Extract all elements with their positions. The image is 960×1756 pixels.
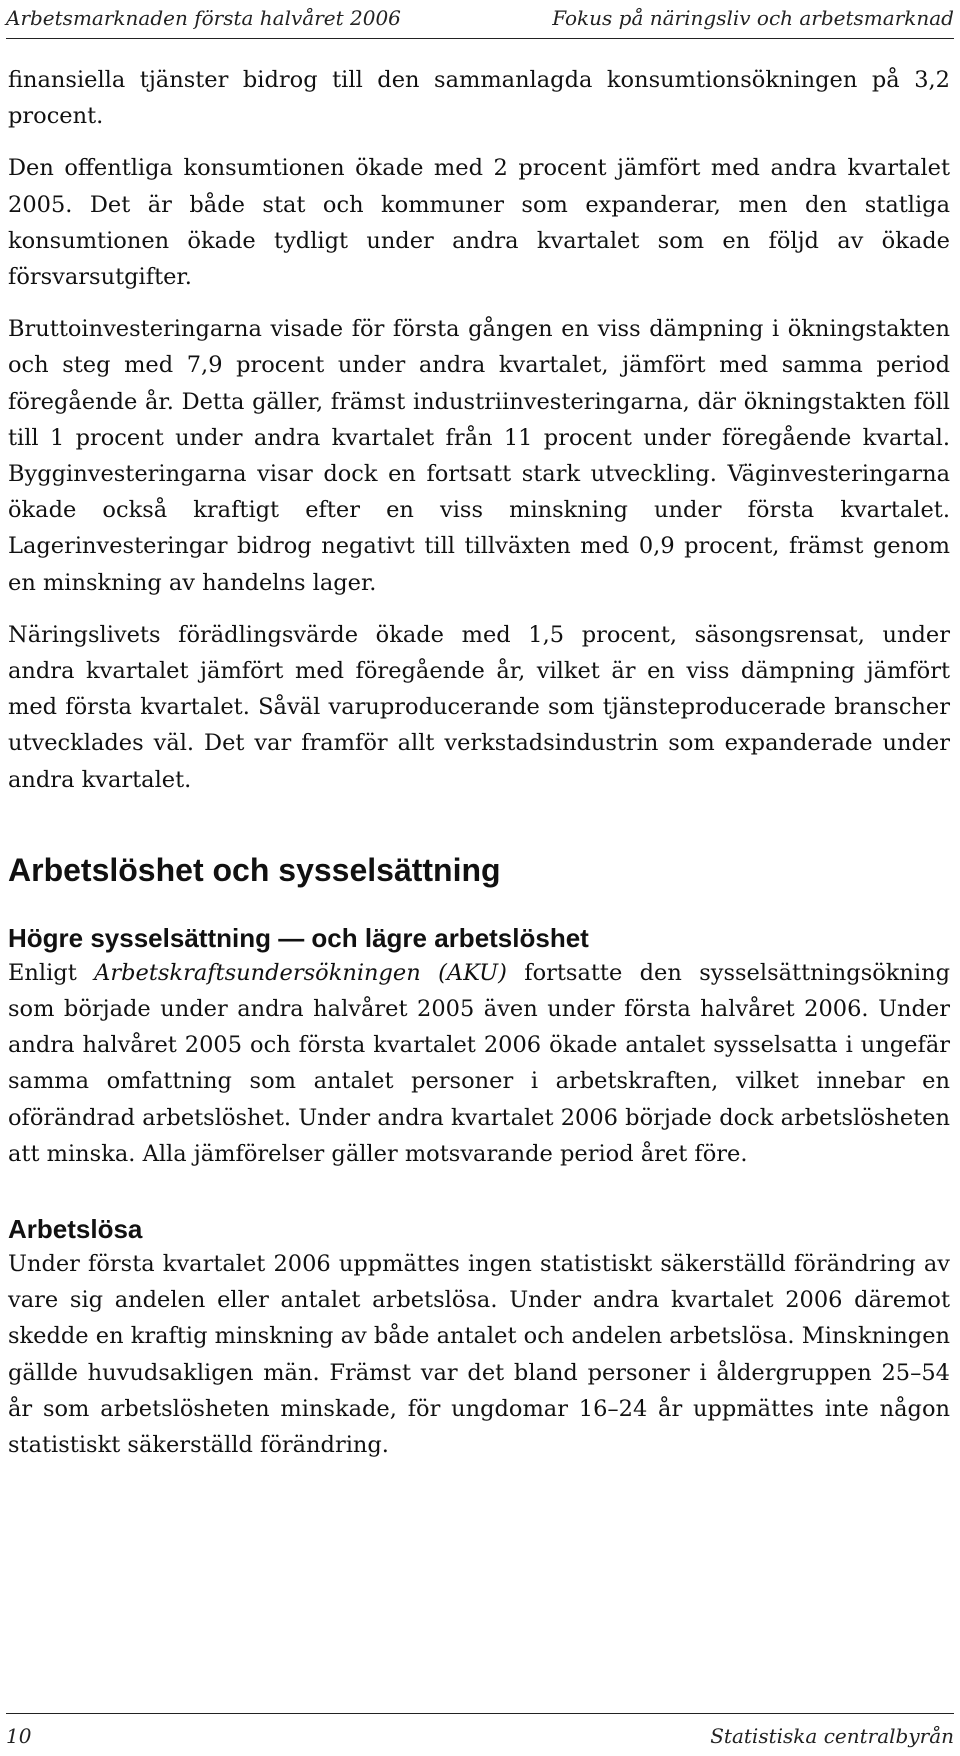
subsection-heading-employment: Högre sysselsättning — och lägre arbetslöshet <box>8 922 589 953</box>
paragraph-employment <box>8 955 950 1172</box>
paragraph-value-added: Näringslivets förädlingsvärde ökade med 1,5 procent, säsongsrensat, under andra kvartalet jämfört med föregående år, vilket är en viss dämpning jämfört med första kvartalet. Såväl varuproducerande som tjänsteproducerade branscher utvecklades väl. Det var framför allt verkstadsindustrin som expanderade under andra kvartalet. <box>8 621 950 793</box>
paragraph-public-consumption: Den offentliga konsumtionen ökade med 2 procent jämfört med andra kvartalet 2005. Det är både stat och kommuner som expanderar, men den statliga konsumtionen ökade tydligt under andra kvartalet som en följd av ökade försvarsutgifter. <box>8 155 950 291</box>
publisher-name: Statistiska centralbyrån <box>710 1724 954 1748</box>
employment-text-lead: Enligt <box>8 959 95 986</box>
running-footer <box>6 1718 954 1754</box>
footer-divider <box>6 1713 954 1714</box>
paragraph-gross-investment: Bruttoinvesteringarna visade för första gången en viss dämpning i ökningstakten och steg med 7,9 procent under andra kvartalet, jämfört med samma period föregående år. Detta gäller, främst industriinvesteringarna, där ökningstakten föll till 1 procent under andra kvartalet från 11 procent under föregående kvartal. Bygginvesteringarna visar dock en fortsatt stark utveckling. Väginvesteringarna ökade också kraftigt efter en viss minskning under första kvartalet. Lagerinvesteringar bidrog negativt till tillväxten med 0,9 procent, främst genom en minskning av handelns lager. <box>8 316 950 596</box>
subsection-heading-unemployed: Arbetslösa <box>8 1214 143 1245</box>
header-series-title: Fokus på näringsliv och arbetsmarknad <box>552 6 954 30</box>
page-body <box>8 62 950 1463</box>
page-number: 10 <box>6 1724 32 1748</box>
employment-text-body: fortsatte den sysselsättningsökning som började under andra halvåret 2005 även under första halvåret 2006. Under andra halvåret 2005 och första kvartalet 2006 ökade antalet sysselsatta i ungefär samma omfattning som antalet personer i arbetskraften, vilket innebar en oförändrad arbetslöshet. Under andra kvartalet 2006 började dock arbetslösheten att minska. Alla jämförelser gäller motsvarande period året före. <box>8 959 951 1167</box>
section-heading: Arbetslöshet och sysselsättning <box>8 851 501 888</box>
header-report-title: Arbetsmarknaden första halvåret 2006 <box>6 6 401 30</box>
running-header <box>6 0 954 36</box>
paragraph-consumption-continued: finansiella tjänster bidrog till den sammanlagda konsumtionsökningen på 3,2 procent. <box>8 67 950 130</box>
survey-name: Arbetskraftsundersökningen (AKU) <box>94 959 507 986</box>
paragraph-unemployed: Under första kvartalet 2006 uppmättes ingen statistiskt säkerställd förändring av vare sig andelen eller antalet arbetslösa. Under andra kvartalet 2006 däremot skedde en kraftig minskning av både antalet och andelen arbetslösa. Minskningen gällde huvudsakligen män. Främst var det bland personer i åldergruppen 25–54 år som arbetslösheten minskade, för ungdomar 16–24 år uppmättes inte någon statistiskt säkerställd förändring. <box>8 1251 950 1459</box>
header-divider <box>6 38 954 39</box>
